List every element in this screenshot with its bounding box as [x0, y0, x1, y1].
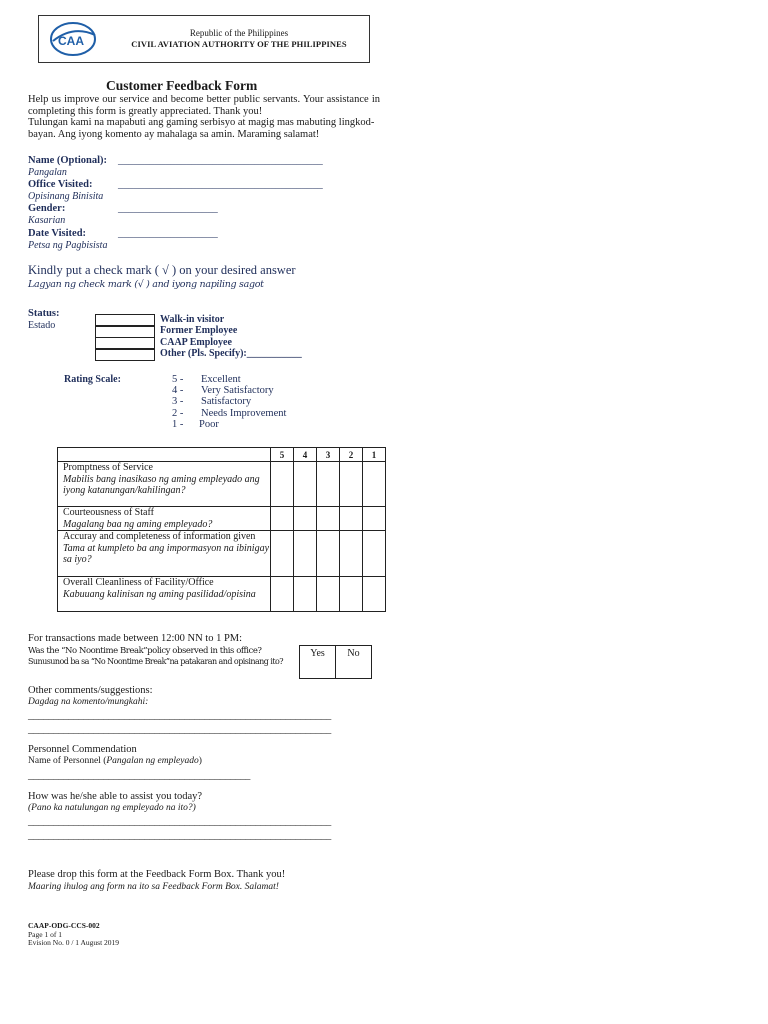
agency-name: CIVIL AVIATION AUTHORITY OF THE PHILIPPINES — [131, 39, 347, 49]
intro-english: Help us improve our service and become better public servants. Your assistance in completing this form is greatly appreciated. Thank you! — [28, 94, 380, 117]
personnel-name-fil: Pangalan ng empleyado — [106, 756, 199, 766]
rating-cell[interactable] — [340, 577, 363, 612]
header-box — [38, 15, 370, 63]
criterion-en: Courteousness of Staff — [63, 507, 154, 518]
rating-cell[interactable] — [317, 507, 340, 531]
rating-cell[interactable] — [294, 531, 317, 577]
commendation-title: Personnel Commendation — [28, 744, 137, 755]
col-header-5: 5 — [271, 448, 294, 462]
rating-cell[interactable] — [317, 462, 340, 507]
rating-text-1: Poor — [199, 419, 219, 430]
rating-cell[interactable] — [363, 462, 386, 507]
col-header-3: 3 — [317, 448, 340, 462]
rating-cell[interactable] — [340, 462, 363, 507]
status-label: Status: — [28, 308, 60, 319]
rating-cell[interactable] — [294, 507, 317, 531]
table-row — [58, 462, 386, 507]
no-option[interactable]: No — [336, 646, 372, 679]
rating-table-header — [58, 448, 386, 462]
logo-text: CAA — [58, 34, 84, 48]
rating-cell[interactable] — [317, 531, 340, 577]
criterion-en: Promptness of Service — [63, 462, 153, 473]
rating-cell[interactable] — [271, 531, 294, 577]
rating-cell[interactable] — [340, 507, 363, 531]
name-label: Name (Optional): — [28, 155, 108, 166]
assist-question-fil: (Pano ka natulungan ng empleyado na ito?) — [28, 803, 196, 813]
rating-num-5: 5 - — [172, 374, 184, 385]
rating-num-1: 1 - — [172, 419, 184, 430]
rating-text-3: Satisfactory — [201, 396, 252, 407]
rating-cell[interactable] — [294, 577, 317, 612]
gender-label: Gender: — [28, 203, 66, 214]
status-option-walkin: Walk-in visitor — [160, 314, 225, 325]
criterion-fil: Magalang baa ng aming empleyado? — [63, 518, 213, 530]
rating-num-4: 4 - — [172, 385, 184, 396]
office-sub: Opisinang Binisita — [28, 191, 104, 202]
rating-cell[interactable] — [363, 507, 386, 531]
status-checkbox-walkin[interactable] — [95, 314, 155, 326]
rating-num-2: 2 - — [172, 408, 184, 419]
col-header-4: 4 — [294, 448, 317, 462]
name-sub: Pangalan — [28, 167, 67, 178]
personnel-name-prefix: Name of Personnel ( — [28, 756, 107, 766]
status-option-former: Former Employee — [160, 325, 238, 336]
assist-line-2[interactable]: ____________________________________________________________ — [28, 830, 332, 841]
rating-cell[interactable] — [363, 531, 386, 577]
rating-cell[interactable] — [317, 577, 340, 612]
criterion-en: Accuray and completeness of information given — [63, 531, 256, 542]
form-title: Customer Feedback Form — [106, 78, 258, 93]
rating-scale-label: Rating Scale: — [64, 374, 121, 385]
criteria-header — [58, 448, 271, 462]
date-label: Date Visited: — [28, 228, 87, 239]
revision-info: Evision No. 0 / 1 August 2019 — [28, 938, 120, 947]
closing-filipino: Maaring ihulog ang form na ito sa Feedback Form Box. Salamat! — [28, 882, 279, 892]
closing-english: Please drop this form at the Feedback Form Box. Thank you! — [28, 869, 286, 880]
date-field[interactable]: ___________________ — [118, 228, 218, 239]
noontime-title: For transactions made between 12:00 NN to 1 PM: — [28, 633, 243, 644]
col-header-1: 1 — [363, 448, 386, 462]
criterion-accuracy — [58, 531, 271, 577]
rating-text-2: Needs Improvement — [201, 408, 287, 419]
rating-cell[interactable] — [271, 462, 294, 507]
instruction-filipino: Lagyan ng check mark (√ ) and iyong napiling sagot — [28, 279, 264, 290]
status-sub: Estado — [28, 320, 56, 331]
instruction-english: Kindly put a check mark ( √ ) on your desired answer — [28, 263, 296, 277]
rating-num-3: 3 - — [172, 396, 184, 407]
personnel-name-line[interactable]: ____________________________________________ — [28, 770, 251, 781]
assist-question: How was he/she able to assist you today? — [28, 791, 203, 802]
status-option-caap: CAAP Employee — [160, 337, 232, 348]
personnel-name-label — [28, 756, 202, 766]
comments-line-2[interactable]: ____________________________________________________________ — [28, 724, 332, 735]
noontime-question-fil: Sunusunod ba sa “No Noontime Break”na patakaran and opisinang ito? — [28, 657, 284, 666]
status-checkbox-other[interactable] — [95, 349, 155, 361]
criterion-en: Overall Cleanliness of Facility/Office — [63, 577, 214, 588]
comments-sub: Dagdag na komento/mungkahi: — [28, 697, 149, 707]
office-label: Office Visited: — [28, 179, 93, 190]
status-option-other: Other (Pls. Specify):___________ — [160, 348, 302, 359]
criterion-fil: Kabuuang kalinisan ng aming pasilidad/opisina — [63, 588, 256, 600]
comments-line-1[interactable]: ____________________________________________________________ — [28, 710, 332, 721]
rating-text-4: Very Satisfactory — [201, 385, 274, 396]
criterion-promptness — [58, 462, 271, 507]
comments-label: Other comments/suggestions: — [28, 685, 153, 696]
intro-filipino: Tulungan kami na mapabuti ang gaming serbisyo at magig mas mabuting lingkod-bayan. Ang iyong komento ay mahalaga sa amin. Maraming salamat! — [28, 117, 375, 140]
criterion-fil: Tama at kumpleto ba ang impormasyon na ibinigay sa iyo? — [63, 542, 270, 565]
name-field[interactable]: _______________________________________ — [118, 155, 323, 166]
criterion-courteousness — [58, 507, 271, 531]
criterion-fil: Mabilis bang inasikaso ng aming empleyado ang iyong katanungan/kahilingan? — [63, 473, 260, 496]
table-row — [58, 577, 386, 612]
assist-line-1[interactable]: ____________________________________________________________ — [28, 816, 332, 827]
table-row — [58, 531, 386, 577]
table-row — [58, 507, 386, 531]
col-header-2: 2 — [340, 448, 363, 462]
rating-cell[interactable] — [294, 462, 317, 507]
status-checkbox-caap[interactable] — [95, 337, 155, 349]
rating-cell[interactable] — [271, 577, 294, 612]
form-code: CAAP-ODG-CCS-002 — [28, 921, 100, 930]
criterion-cleanliness — [58, 577, 271, 612]
page-number: Page 1 of 1 — [28, 930, 62, 939]
republic-text: Republic of the Philippines — [189, 28, 289, 38]
rating-text-5: Excellent — [201, 374, 241, 385]
date-sub: Petsa ng Pagbisista — [28, 240, 108, 251]
yes-option[interactable]: Yes — [300, 646, 336, 679]
rating-cell[interactable] — [271, 507, 294, 531]
rating-cell[interactable] — [363, 577, 386, 612]
rating-table — [57, 447, 386, 612]
rating-cell[interactable] — [340, 531, 363, 577]
gender-sub: Kasarian — [28, 215, 66, 226]
noontime-question-en: Was the “No Noontime Break”policy observed in this office? — [28, 646, 262, 656]
personnel-name-suffix: ) — [198, 756, 202, 766]
yes-no-table — [299, 645, 372, 679]
office-field[interactable]: _______________________________________ — [118, 179, 323, 190]
gender-field[interactable]: ___________________ — [118, 203, 218, 214]
